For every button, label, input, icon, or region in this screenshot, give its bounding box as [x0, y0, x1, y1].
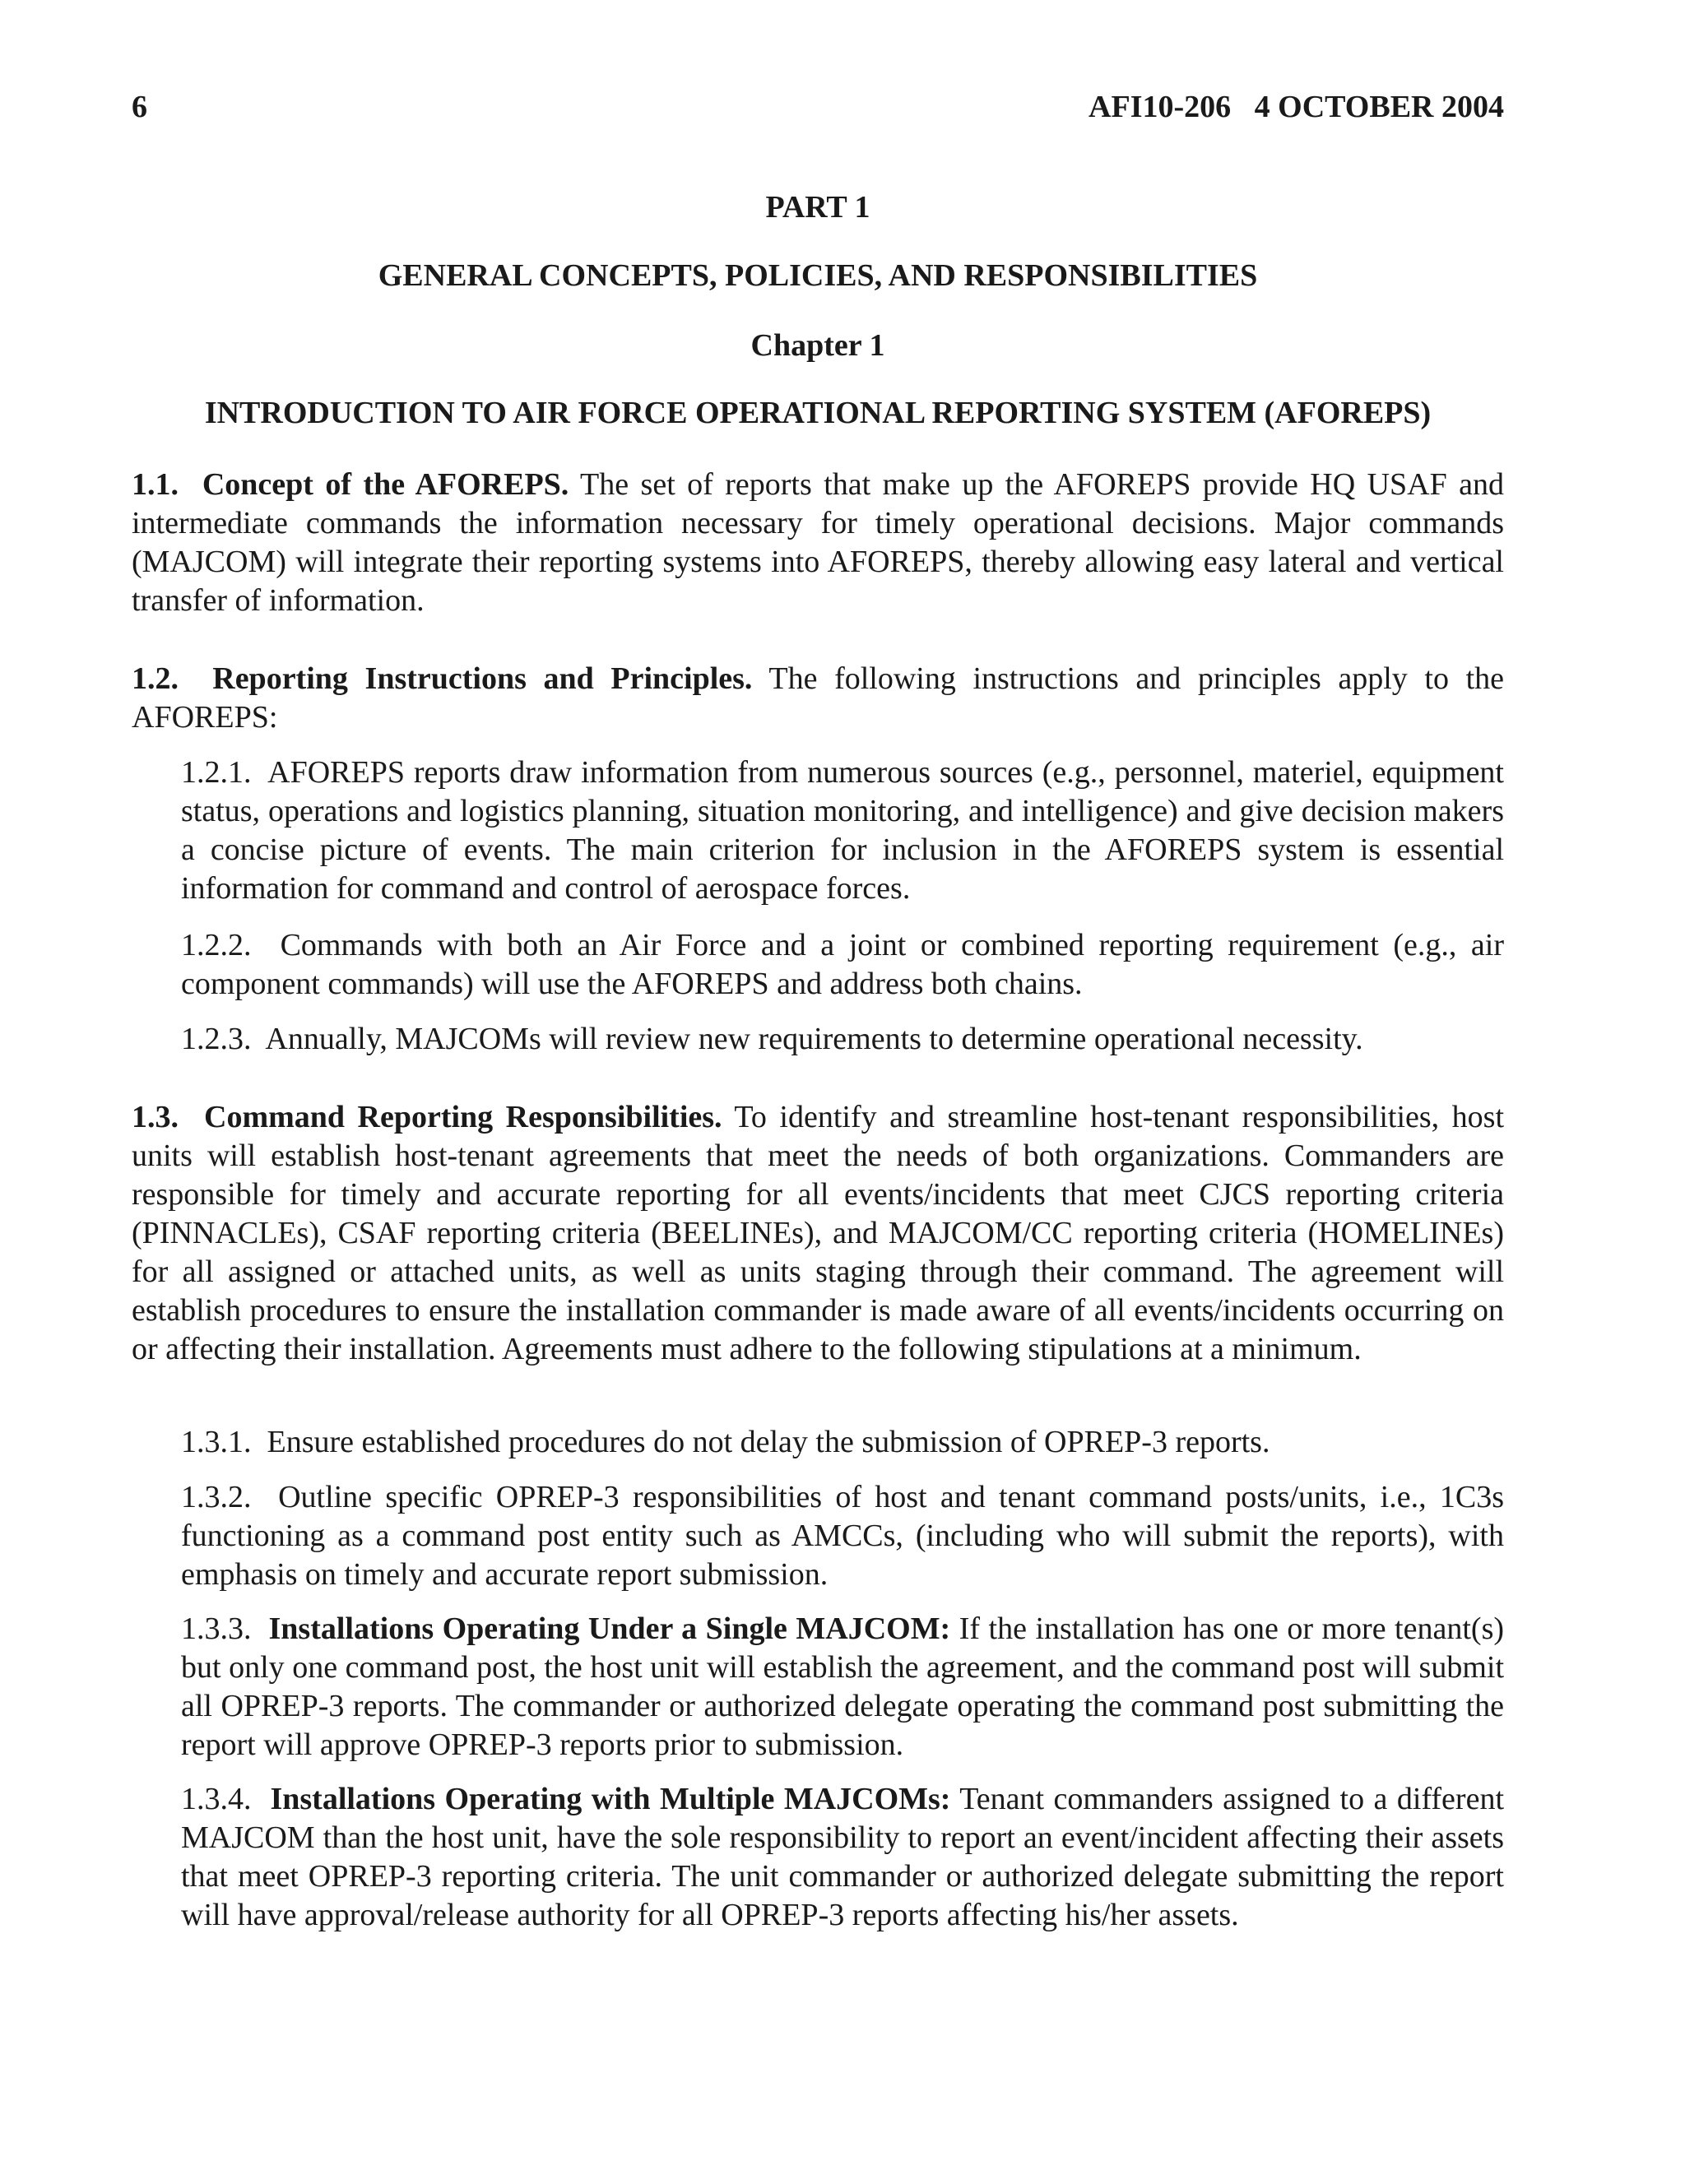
part-title: PART 1 [765, 190, 870, 225]
subsection-lead: Installations Operating Under a Single MAJCOM: [268, 1611, 951, 1646]
subsection-number: 1.3.2. [181, 1480, 279, 1514]
section-1-3-3 [181, 1610, 1504, 1764]
subsection-text: Outline specific OPREP-3 responsibilities of host and tenant command posts/units, i.e., 1C3s functioning as a command post entity such as AMCCs, (including who will submit the reports), with emphasis on timely and accurate report submission. [181, 1480, 1504, 1592]
section-1-2-2 [181, 926, 1504, 1004]
section-1-2-1 [181, 754, 1504, 908]
section-1-3-2 [181, 1478, 1504, 1594]
section-1-2-3 [181, 1020, 1504, 1059]
section-text: The set of reports that make up the AFOREPS provide HQ USAF and intermediate commands the information necessary for timely operational decisions. Major commands (MAJCOM) will integrate their reporting systems into AFOREPS, thereby allowing easy lateral and vertical transfer of information. [132, 467, 1505, 618]
subsection-number: 1.3.3. [181, 1611, 269, 1646]
section-lead: Command Reporting Responsibilities. [204, 1100, 722, 1134]
page-number: 6 [132, 90, 147, 124]
chapter-label: Chapter 1 [750, 328, 885, 363]
section-lead: Reporting Instructions and Principles. [212, 661, 753, 696]
subsection-text: Commands with both an Air Force and a joint or combined reporting requirement (e.g., air component commands) will use the AFOREPS and address both chains. [181, 928, 1504, 1001]
document-id: AFI10-206 4 OCTOBER 2004 [1089, 90, 1504, 124]
subsection-number: 1.2.1. [181, 755, 268, 790]
subsection-text: Ensure established procedures do not delay the submission of OPREP-3 reports. [267, 1425, 1270, 1459]
section-text: To identify and streamline host-tenant responsibilities, host units will establish host-tenant agreements that meet the needs of both organizations. Commanders are responsible for timely and accurate reporting for all events/incidents that meet CJCS reporting criteria (PINNACLEs), CSAF reporting criteria (BEELINEs), and MAJCOM/CC reporting criteria (HOMELINEs) for all assigned or attached units, as well as units staging through their command. The agreement will establish procedures to ensure the installation commander is made aware of all events/incidents occurring on or affecting their installation. Agreements must adhere to the following stipulations at a minimum. [132, 1100, 1505, 1366]
section-1-2 [132, 660, 1504, 737]
running-header [132, 89, 1504, 130]
section-text: The following instructions and principles apply to the AFOREPS: [132, 661, 1505, 735]
subsection-number: 1.2.2. [181, 928, 281, 962]
subsection-number: 1.2.3. [181, 1022, 266, 1056]
section-number: 1.2. [132, 661, 213, 696]
subsection-number: 1.3.4. [181, 1782, 271, 1816]
section-lead: Concept of the AFOREPS. [202, 467, 569, 502]
subsection-text: Tenant commanders assigned to a different MAJCOM than the host unit, have the sole responsibility to report an event/incident affecting their assets that meet OPREP-3 reporting criteria. The unit commander or authorized delegate submitting the report will have approval/release authority for all OPREP-3 reports affecting his/her assets. [181, 1782, 1505, 1932]
subsection-number: 1.3.1. [181, 1425, 267, 1459]
section-number: 1.1. [132, 467, 202, 502]
section-1-3 [132, 1098, 1504, 1369]
subsection-lead: Installations Operating with Multiple MAJCOMs: [270, 1782, 951, 1816]
subsection-text: AFOREPS reports draw information from numerous sources (e.g., personnel, materiel, equipment status, operations and logistics planning, situation monitoring, and intelligence) and give decision makers a concise picture of events. The main criterion for inclusion in the AFOREPS system is essential information for command and control of aerospace forces. [181, 755, 1504, 906]
section-1-1 [132, 466, 1504, 620]
chapter-title: INTRODUCTION TO AIR FORCE OPERATIONAL REPORTING SYSTEM (AFOREPS) [204, 396, 1432, 430]
subsection-text: If the installation has one or more tenant(s) but only one command post, the host unit will establish the agreement, and the command post will submit all OPREP-3 reports. The commander or authorized delegate operating the command post submitting the report will approve OPREP-3 reports prior to submission. [181, 1611, 1505, 1762]
section-1-3-4 [181, 1780, 1504, 1935]
subsection-text: Annually, MAJCOMs will review new requirements to determine operational necessity. [265, 1022, 1363, 1056]
section-1-3-1 [181, 1423, 1504, 1462]
section-number: 1.3. [132, 1100, 204, 1134]
part-subtitle: GENERAL CONCEPTS, POLICIES, AND RESPONSIBILITIES [378, 258, 1258, 293]
